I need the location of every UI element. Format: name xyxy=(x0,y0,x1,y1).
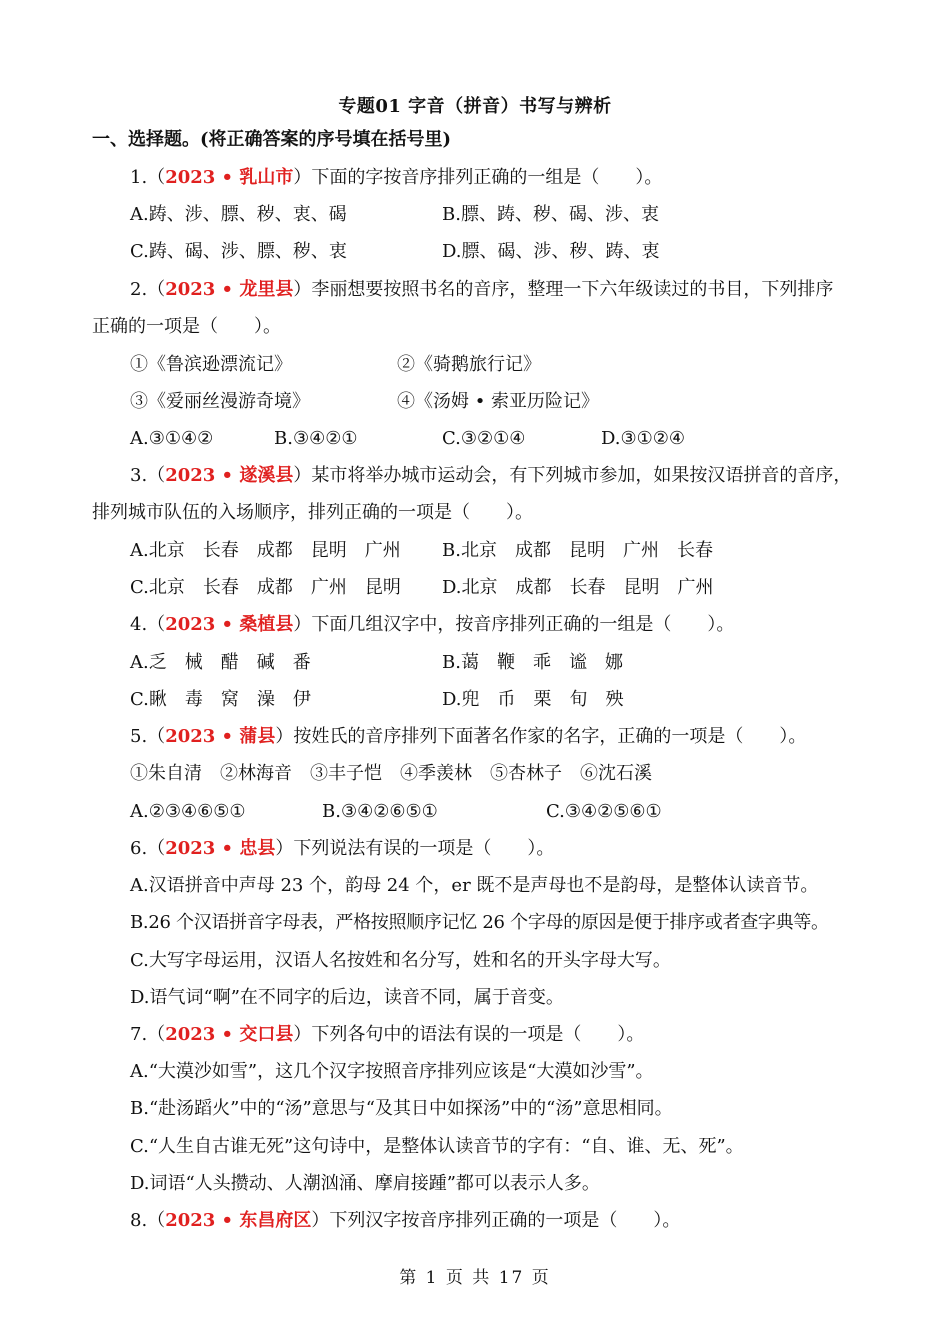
source-tag: 2023 • 桑植县 xyxy=(165,614,294,635)
option-d: D.词语“人头攒动、人潮汹涌、摩肩接踵”都可以表示人多。 xyxy=(130,1173,600,1194)
option-b: B.“赴汤蹈火”中的“汤”意思与“及其日中如探汤”中的“汤”意思相同。 xyxy=(130,1098,673,1119)
option-a: A.北京 长春 成都 昆明 广州 xyxy=(130,540,401,561)
source-tag: 2023 • 龙里县 xyxy=(165,279,294,300)
source-tag: 2023 • 遂溪县 xyxy=(165,465,294,486)
source-tag: 2023 • 蒲县 xyxy=(165,726,276,747)
question-3-continued: 排列城市队伍的入场顺序，排列正确的一项是（ ）。 xyxy=(92,502,533,523)
section-heading: 一、选择题。(将正确答案的序号填在括号里) xyxy=(92,129,452,150)
option-c: C.北京 长春 成都 广州 昆明 xyxy=(130,577,401,598)
option-d: D.北京 成都 长春 昆明 广州 xyxy=(442,577,714,598)
option-a: A.乏 械 醋 碱 番 xyxy=(130,652,311,673)
book-item: ②《骑鹅旅行记》 xyxy=(397,354,541,375)
option-b: B.26 个汉语拼音字母表，严格按照顺序记忆 26 个字母的原因是便于排序或者查字典等。 xyxy=(130,912,829,933)
book-item: ④《汤姆 • 索亚历险记》 xyxy=(397,391,600,412)
option-c: C.③④②⑤⑥① xyxy=(546,801,662,822)
source-tag: 2023 • 东昌府区 xyxy=(165,1210,312,1231)
question-8: 8.（2023 • 东昌府区）下列汉字按音序排列正确的一项是（ ）。 xyxy=(130,1210,681,1231)
page-title: 专题01 字音（拼音）书写与辨析 xyxy=(338,96,612,117)
source-tag: 2023 • 交口县 xyxy=(165,1024,294,1045)
option-b: B.北京 成都 昆明 广州 长春 xyxy=(442,540,713,561)
option-c: C.大写字母运用，汉语人名按姓和名分写，姓和名的开头字母大写。 xyxy=(130,950,671,971)
option-a: A.汉语拼音中声母 23 个，韵母 24 个，er 既不是声母也不是韵母，是整体认读音节。 xyxy=(130,875,819,896)
option-c: C.踌、碣、涉、膘、秽、衷 xyxy=(130,241,347,262)
question-3: 3.（2023 • 遂溪县）某市将举办城市运动会，有下列城市参加，如果按汉语拼音的音序， xyxy=(130,465,852,486)
option-a: A.“大漠沙如雪”，这几个汉字按照音序排列应该是“大漠如沙雪”。 xyxy=(130,1061,654,1082)
option-c: C.③②①④ xyxy=(442,428,526,449)
book-item: ③《爱丽丝漫游奇境》 xyxy=(130,391,310,412)
question-1: 1.（2023 • 乳山市）下面的字按音序排列正确的一组是（ ）。 xyxy=(130,167,663,188)
option-c: C.瞅 毒 窝 澡 伊 xyxy=(130,689,311,710)
option-b: B.③④②① xyxy=(274,428,358,449)
option-a: A.③①④② xyxy=(130,428,214,449)
question-6: 6.（2023 • 忠县）下列说法有误的一项是（ ）。 xyxy=(130,838,555,859)
option-b: B.③④②⑥⑤① xyxy=(322,801,438,822)
question-2: 2.（2023 • 龙里县）李丽想要按照书名的音序，整理一下六年级读过的书目，下列排序 xyxy=(130,279,834,300)
source-tag: 2023 • 忠县 xyxy=(165,838,276,859)
option-b: B.蔼 鞭 乖 谧 娜 xyxy=(442,652,623,673)
question-7: 7.（2023 • 交口县）下列各句中的语法有误的一项是（ ）。 xyxy=(130,1024,645,1045)
option-c: C.“人生自古谁无死”这句诗中，是整体认读音节的字有：“自、谁、无、死”。 xyxy=(130,1136,744,1157)
book-item: ①《鲁滨逊漂流记》 xyxy=(130,354,292,375)
author-list: ①朱自清 ②林海音 ③丰子恺 ④季羡林 ⑤杏林子 ⑥沈石溪 xyxy=(130,763,652,784)
option-a: A.②③④⑥⑤① xyxy=(130,801,246,822)
question-4: 4.（2023 • 桑植县）下面几组汉字中，按音序排列正确的一组是（ ）。 xyxy=(130,614,735,635)
option-b: B.膘、踌、秽、碣、涉、衷 xyxy=(442,204,659,225)
option-a: A.踌、涉、膘、秽、衷、碣 xyxy=(130,204,347,225)
option-d: D.膘、碣、涉、秽、踌、衷 xyxy=(442,241,660,262)
question-2-continued: 正确的一项是（ ）。 xyxy=(92,316,281,337)
option-d: D.③①②④ xyxy=(601,428,686,449)
page-footer: 第 1 页 共 17 页 xyxy=(399,1268,551,1288)
option-d: D.兜 币 栗 旬 殃 xyxy=(442,689,624,710)
question-5: 5.（2023 • 蒲县）按姓氏的音序排列下面著名作家的名字，正确的一项是（ ）。 xyxy=(130,726,807,747)
option-d: D.语气词“啊”在不同字的后边，读音不同，属于音变。 xyxy=(130,987,564,1008)
source-tag: 2023 • 乳山市 xyxy=(165,167,294,188)
